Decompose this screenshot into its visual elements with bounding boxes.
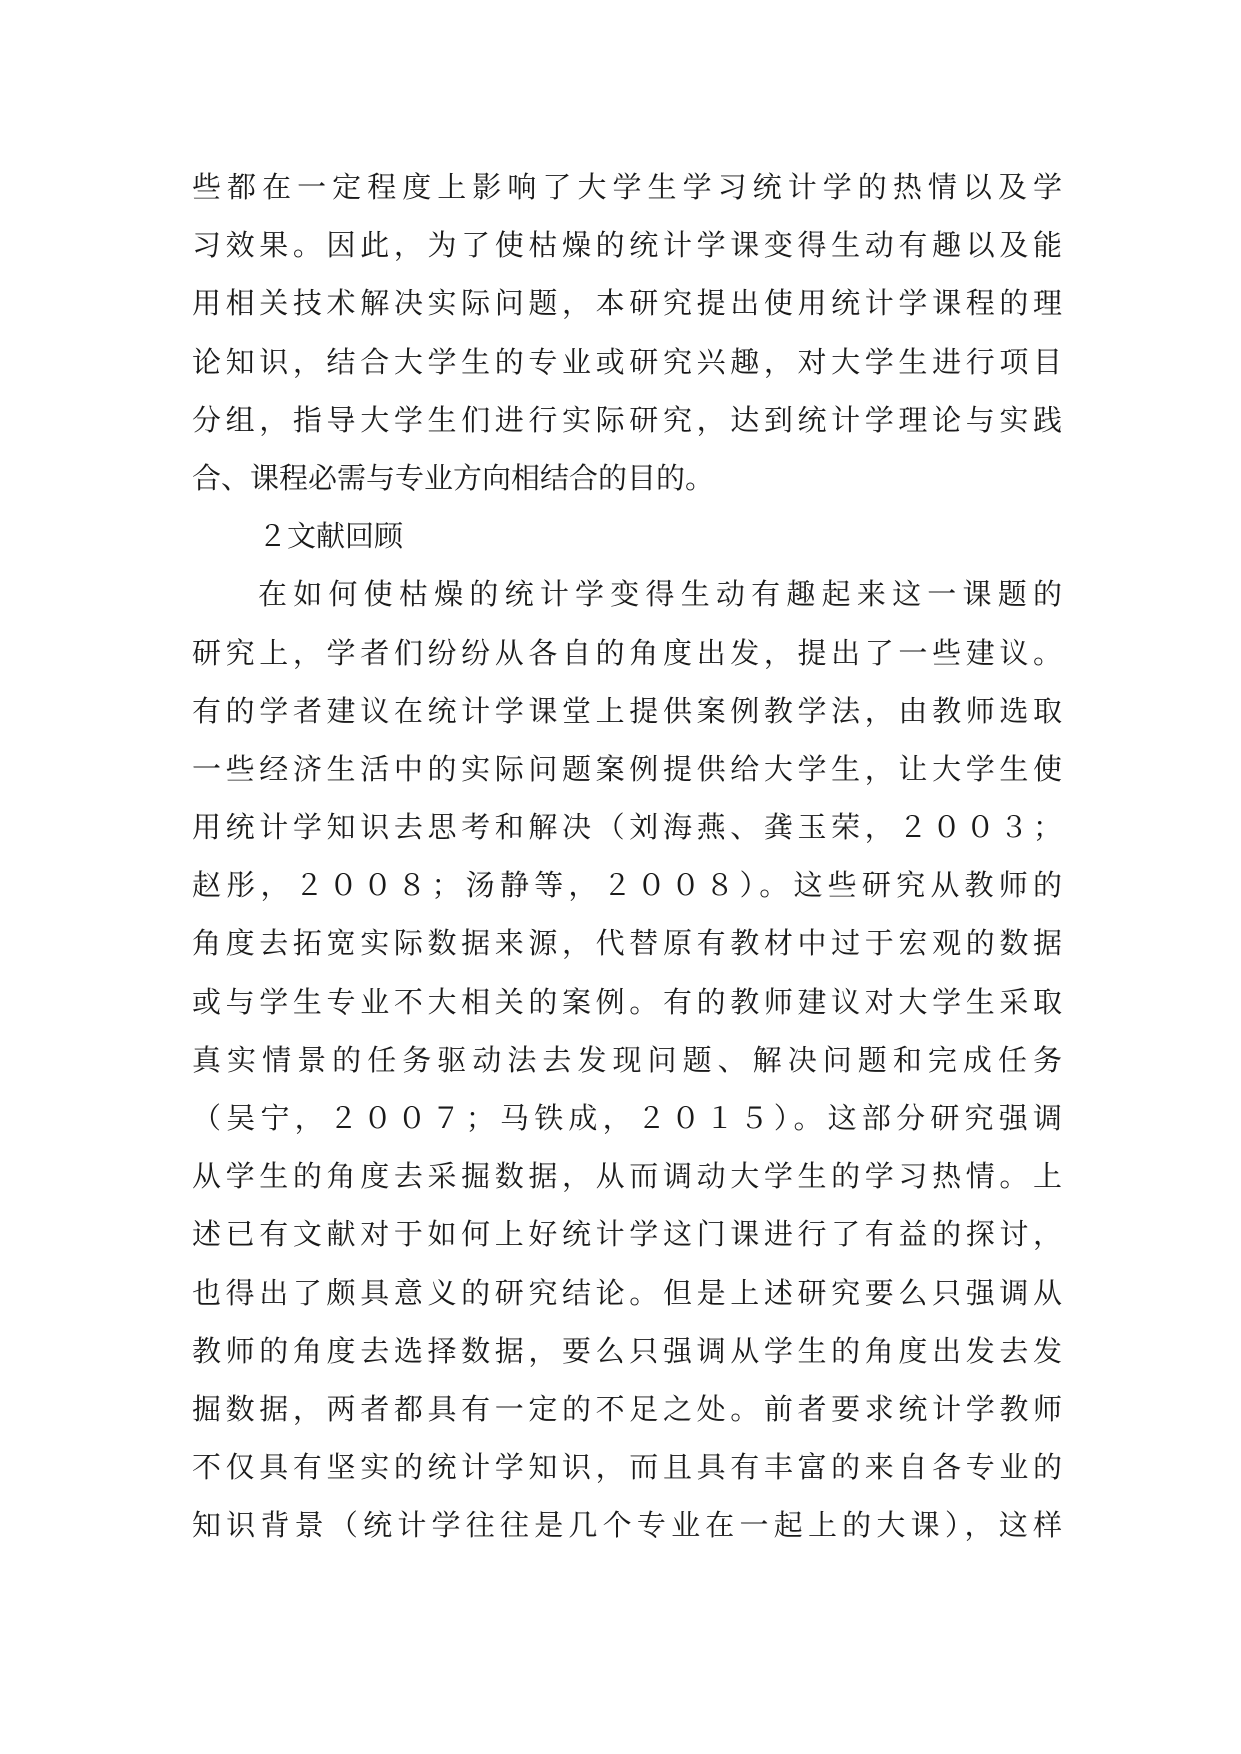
text-line: 教师的角度去选择数据，要么只强调从学生的角度出发去发 xyxy=(192,1333,1062,1368)
text-line: 真实情景的任务驱动法去发现问题、解决问题和完成任务 xyxy=(192,1042,1062,1077)
text-line: 研究上，学者们纷纷从各自的角度出发，提出了一些建议。 xyxy=(192,635,1062,670)
text-line: 习效果。因此，为了使枯燥的统计学课变得生动有趣以及能 xyxy=(192,228,1062,263)
text-line: 用相关技术解决实际问题，本研究提出使用统计学课程的理 xyxy=(192,286,1062,321)
text-line: 一些经济生活中的实际问题案例提供给大学生，让大学生使 xyxy=(192,751,1062,786)
text-line: 述已有文献对于如何上好统计学这门课进行了有益的探讨， xyxy=(192,1217,1062,1252)
text-line: 分组，指导大学生们进行实际研究，达到统计学理论与实践 xyxy=(192,402,1062,437)
text-line: 不仅具有坚实的统计学知识，而且具有丰富的来自各专业的 xyxy=(192,1450,1062,1485)
text-line: 角度去拓宽实际数据来源，代替原有教材中过于宏观的数据 xyxy=(192,926,1062,961)
text-line: （吴宁，２００７；马铁成，２０１５）。这部分研究强调 xyxy=(192,1101,1062,1135)
text-line: 或与学生专业不大相关的案例。有的教师建议对大学生采取 xyxy=(192,984,1062,1019)
text-line: 也得出了颇具意义的研究结论。但是上述研究要么只强调从 xyxy=(192,1275,1062,1310)
text-line: 掘数据，两者都具有一定的不足之处。前者要求统计学教师 xyxy=(192,1391,1062,1426)
text-line: 合、课程必需与专业方向相结合的目的。 xyxy=(192,460,715,495)
section-heading: ２文献回顾 xyxy=(258,519,404,554)
text-line: 赵彤，２００８；汤静等，２００８）。这些研究从教师的 xyxy=(192,868,1062,903)
text-line: 知识背景（统计学往往是几个专业在一起上的大课），这样 xyxy=(192,1508,1062,1543)
text-line: 从学生的角度去采掘数据，从而调动大学生的学习热情。上 xyxy=(192,1159,1062,1194)
text-line: 有的学者建议在统计学课堂上提供案例教学法，由教师选取 xyxy=(192,693,1062,728)
text-line: 在如何使枯燥的统计学变得生动有趣起来这一课题的 xyxy=(258,577,1062,612)
body-text xyxy=(192,158,1062,1555)
text-line: 些都在一定程度上影响了大学生学习统计学的热情以及学 xyxy=(192,170,1062,204)
text-line: 用统计学知识去思考和解决（刘海燕、龚玉荣，２００３； xyxy=(192,810,1062,845)
text-line: 论知识，结合大学生的专业或研究兴趣，对大学生进行项目 xyxy=(192,344,1062,379)
